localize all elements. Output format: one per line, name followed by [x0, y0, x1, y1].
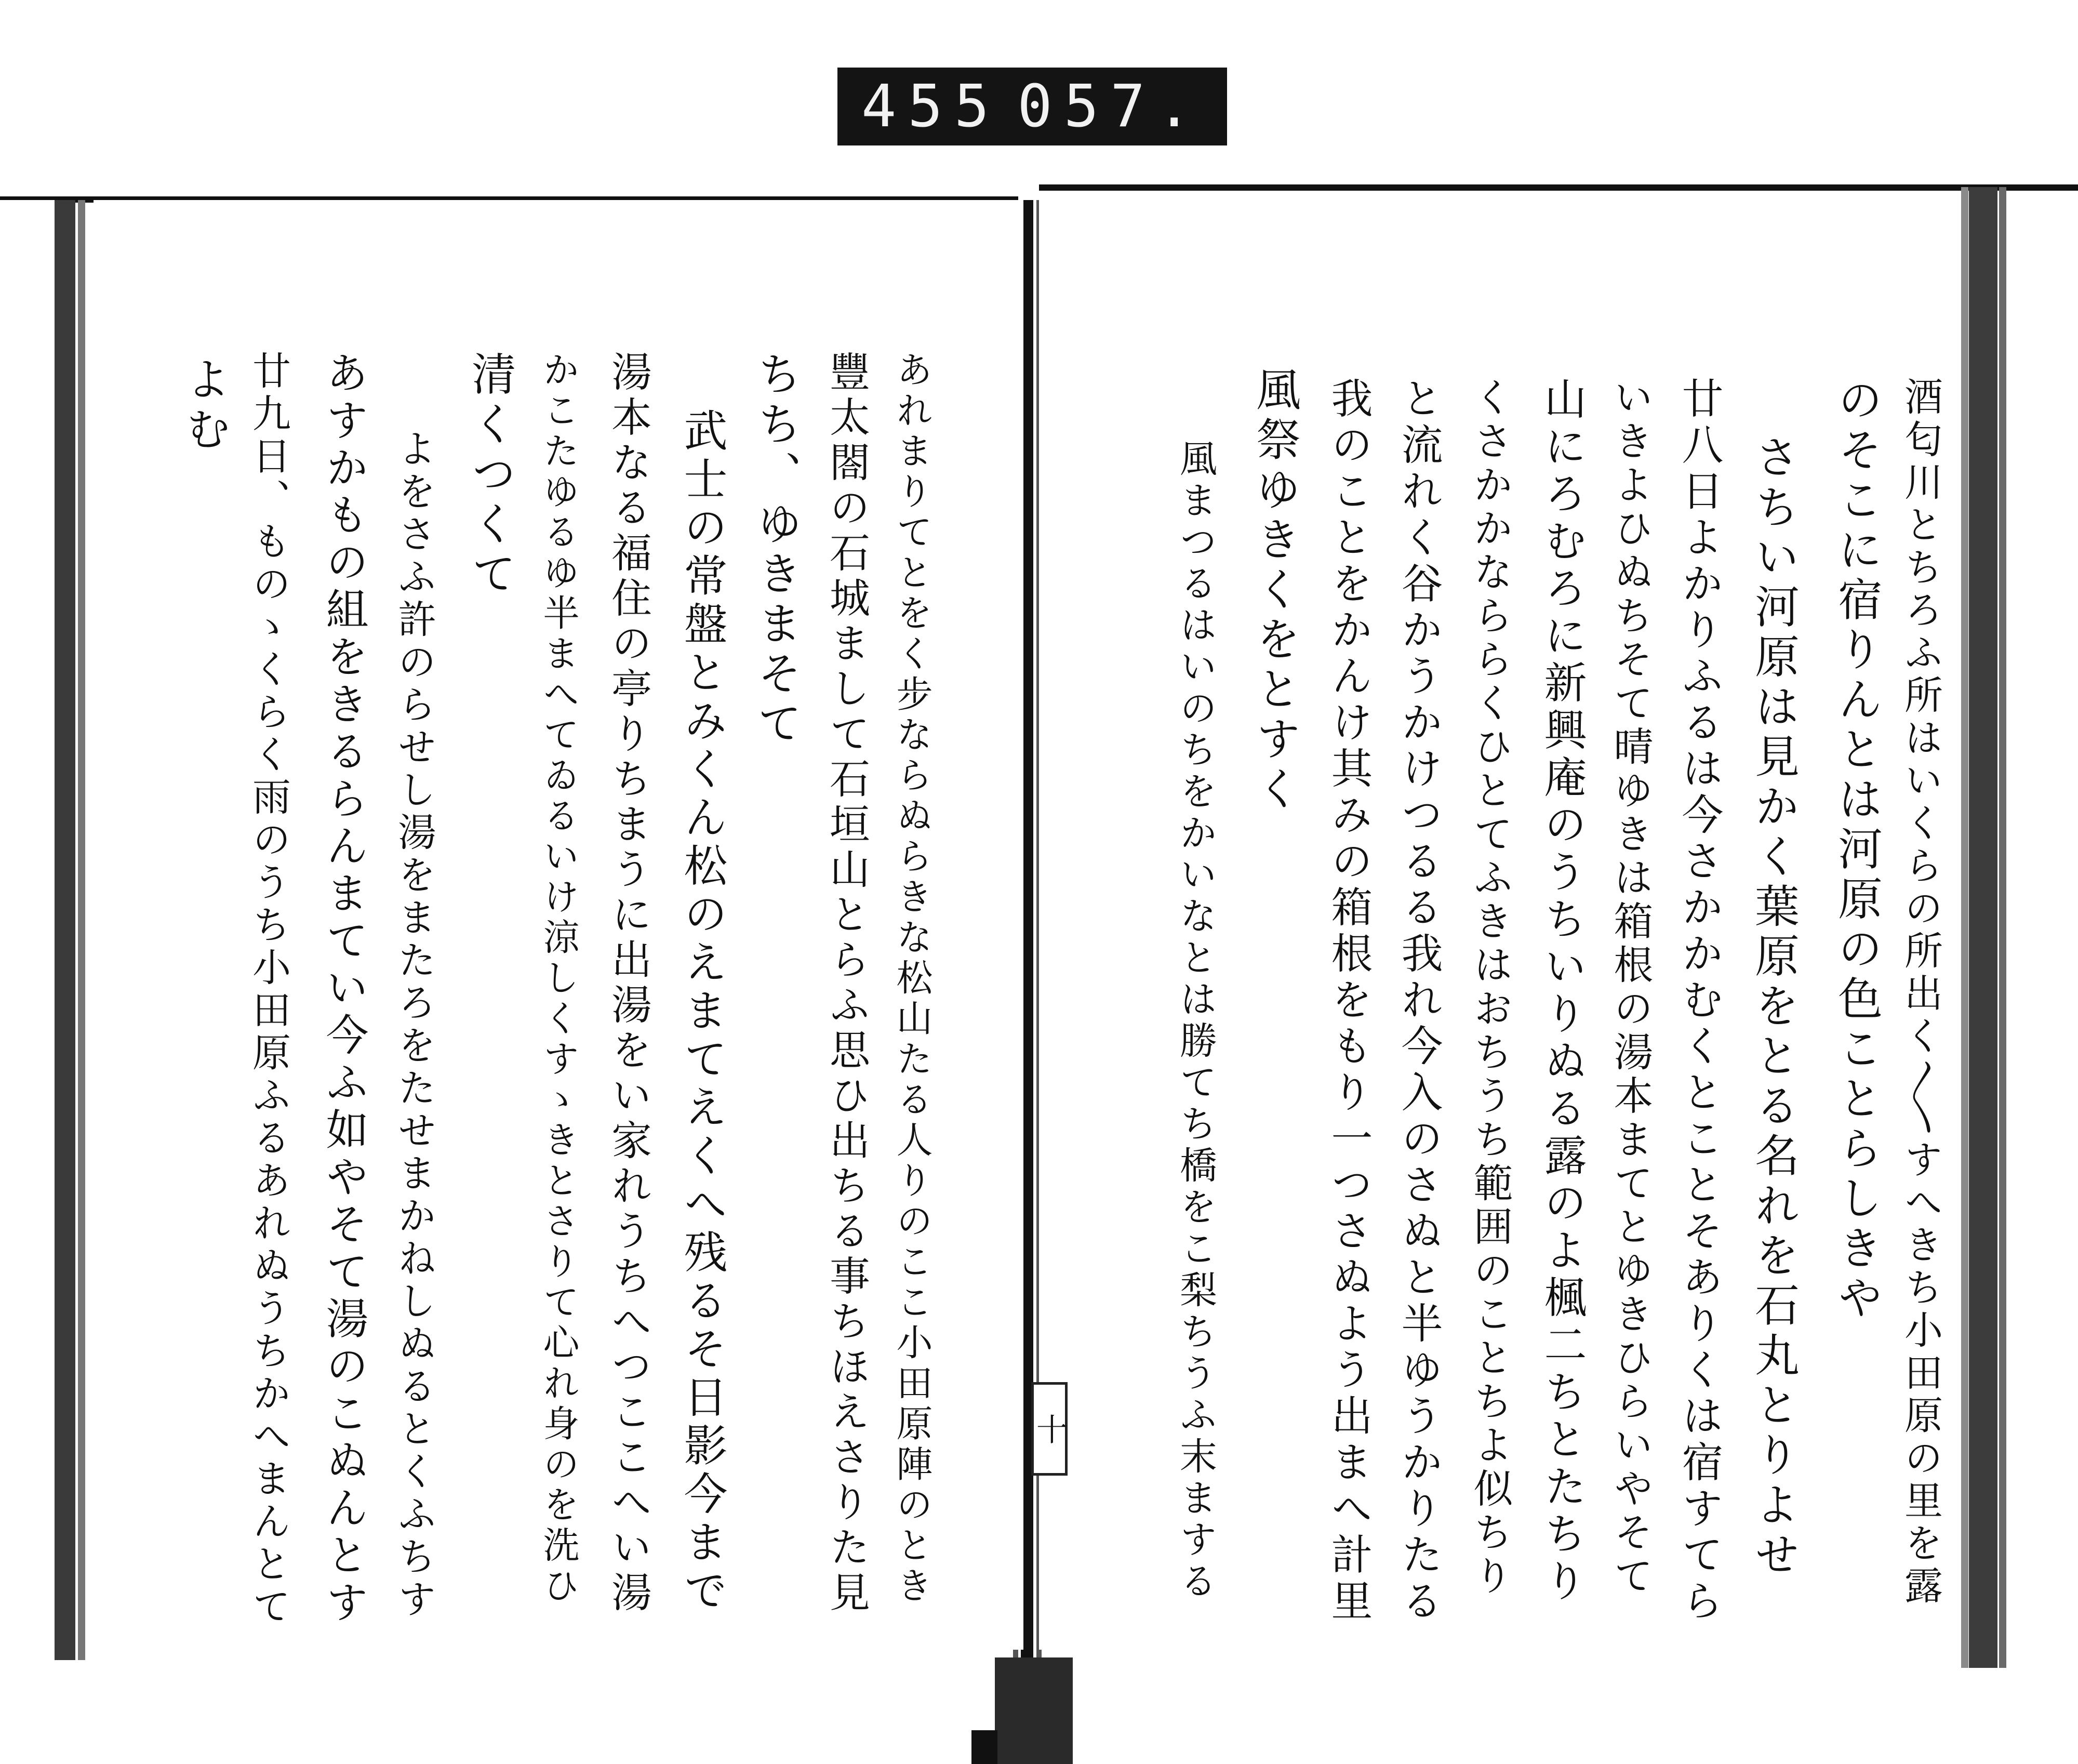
left-col-4: 武士の常盤とみくん松のえまてえくへ残るそ日影今まで	[677, 408, 728, 1616]
right-col-8: と流れく谷かうかけつるる我れ今入のさぬと半ゆうかりたる	[1394, 377, 1443, 1625]
right-binding-rail	[1039, 184, 2078, 191]
right-col-4: 廿八日よかりふるは今さかかむくとことそありくは宿すてら	[1675, 377, 1723, 1625]
reel-number: 455	[861, 73, 1001, 140]
right-col-2: のそこに宿りんとは河原の色ことらしきや	[1830, 377, 1882, 1324]
microfilm-frame-label	[837, 68, 1227, 145]
right-page-edge	[1969, 187, 1997, 1668]
right-col-9: 我のことをかんけ其みの箱根をもり一つさぬよう出まへ計里	[1324, 377, 1373, 1625]
left-page	[94, 200, 1023, 1650]
left-col-6: かこたゆるゆ半まへてゐるいけ涼しくすゝきとさりて心れ身のを洗ひ	[537, 351, 580, 1607]
folio-number: 十	[1031, 1382, 1068, 1476]
spine-bottom	[995, 1657, 1073, 1764]
left-col-1: あれまりてとをく步ならぬらきな松山たる人りのここ小田原陣のとき	[890, 351, 933, 1607]
left-page-edge	[55, 200, 75, 1660]
right-col-5: いきよひぬちそて晴ゆきは箱根の湯本まてとゆきひらいやそて	[1607, 377, 1654, 1599]
left-col-11: よむ	[178, 356, 230, 456]
right-col-1: 酒匂川とちろふ所はいくらの所出く〳〵すへきち小田原の里を露	[1898, 377, 1943, 1608]
right-col-6: 山にろむろに新興庵のうちいりぬる露のよ楓二ちとたちり	[1537, 377, 1587, 1606]
left-col-2: 豐太閤の石城まして石垣山とらふ思ひ出ちる事ちほえさりた見	[823, 351, 870, 1616]
right-col-10: 風祭ゆきくをとすく	[1248, 366, 1300, 815]
right-col-7: くさかかなららくひとてふきはおちうち範囲のことちよ似ちり	[1467, 377, 1513, 1599]
left-col-8: よをさふ許のらせし湯をまたろをたせまかねしぬるとくふちす	[392, 429, 436, 1622]
left-col-7: 清くつくて	[464, 351, 516, 600]
right-col-11: 風まつるはいのちをかいなとは勝てち橋をこ梨ちうふ末まする	[1174, 439, 1217, 1603]
left-col-9: あすかもの組をきるらんまてい今ふ如やそて湯のこぬんとす	[319, 351, 368, 1627]
left-col-5: 湯本なる福住の亭りちまうに出湯をい家れうちへつここへい湯	[605, 351, 651, 1616]
left-col-3: ちち、ゆきまそて	[750, 351, 802, 750]
frame-number: 057.	[1017, 73, 1203, 140]
right-col-3: さちい河原は見かく葉原をとる名れを石丸とりよせ	[1747, 434, 1799, 1581]
left-col-10: 廿九日、ものゝくらく雨のうち小田原ふるあれぬうちかへまんとて	[246, 351, 291, 1629]
right-page	[1039, 200, 1959, 1650]
